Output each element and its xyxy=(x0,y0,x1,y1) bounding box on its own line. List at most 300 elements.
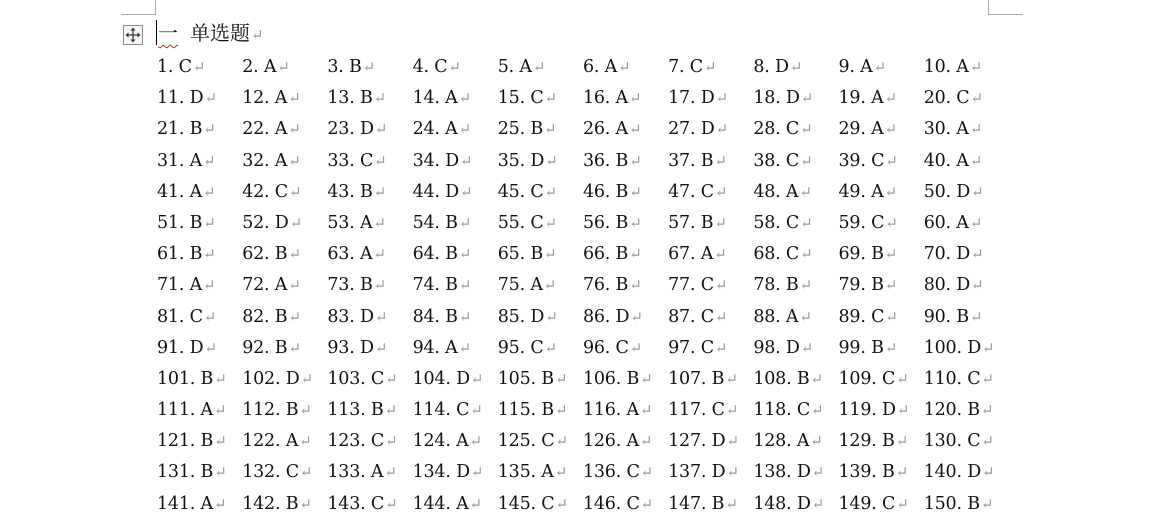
answer-cell[interactable] xyxy=(753,302,838,333)
cell-end-mark-icon: ↵ xyxy=(639,432,653,451)
cell-end-mark-icon: ↵ xyxy=(969,120,983,139)
answer-cell[interactable] xyxy=(413,52,498,83)
answer-text: 130. C xyxy=(923,431,981,452)
cell-end-mark-icon: ↵ xyxy=(811,401,824,420)
answer-cell[interactable] xyxy=(583,177,668,208)
cell-end-mark-icon: ↵ xyxy=(203,120,216,139)
answer-cell[interactable] xyxy=(498,146,583,177)
answer-text: 134. D xyxy=(412,462,470,483)
cell-end-mark-icon: ↵ xyxy=(714,151,727,170)
answer-cell[interactable] xyxy=(498,302,583,333)
cell-end-mark-icon: ↵ xyxy=(214,369,227,388)
answer-text: 40. A xyxy=(923,150,969,171)
answer-cell[interactable] xyxy=(583,302,668,333)
answer-cell[interactable] xyxy=(839,146,924,177)
answer-text: 38. C xyxy=(753,150,800,171)
cell-end-mark-icon: ↵ xyxy=(214,432,227,451)
answer-cell[interactable] xyxy=(327,114,412,145)
answer-cell[interactable] xyxy=(157,489,242,520)
answer-cell[interactable] xyxy=(413,146,498,177)
answer-cell[interactable] xyxy=(157,208,242,239)
cell-end-mark-icon: ↵ xyxy=(469,432,482,451)
answer-cell[interactable] xyxy=(242,146,327,177)
answer-cell[interactable] xyxy=(157,239,242,270)
answer-text: 47. C xyxy=(668,181,714,202)
cell-end-mark-icon: ↵ xyxy=(555,494,568,513)
answer-text: 80. D xyxy=(923,275,971,296)
answer-cell[interactable] xyxy=(583,270,668,301)
answer-text: 105. B xyxy=(497,368,554,389)
answer-cell[interactable] xyxy=(839,208,924,239)
answer-text: 83. D xyxy=(327,306,374,327)
answer-text: 142. B xyxy=(242,493,299,514)
answer-cell[interactable] xyxy=(327,489,412,520)
cell-end-mark-icon: ↵ xyxy=(300,369,313,388)
answer-cell[interactable] xyxy=(413,83,498,114)
answer-cell[interactable] xyxy=(157,83,242,114)
answer-cell[interactable] xyxy=(498,208,583,239)
answer-cell[interactable] xyxy=(924,208,1009,239)
answer-cell[interactable] xyxy=(839,426,924,457)
cell-end-mark-icon: ↵ xyxy=(969,58,983,76)
cell-end-mark-icon: ↵ xyxy=(896,401,910,420)
answer-cell[interactable] xyxy=(242,52,327,83)
cell-end-mark-icon: ↵ xyxy=(981,432,994,451)
answer-cell[interactable] xyxy=(668,457,753,488)
answer-text: 65. B xyxy=(497,244,544,265)
answer-text: 146. C xyxy=(582,493,640,514)
answer-text: 51. B xyxy=(157,212,203,233)
answer-cell[interactable] xyxy=(668,208,753,239)
answer-cell[interactable] xyxy=(157,52,242,83)
cell-end-mark-icon: ↵ xyxy=(458,89,471,108)
answer-cell[interactable] xyxy=(157,426,242,457)
answer-cell[interactable] xyxy=(413,270,498,301)
answer-text: 138. D xyxy=(753,462,811,483)
answer-cell[interactable] xyxy=(583,426,668,457)
answer-cell[interactable] xyxy=(242,177,327,208)
answer-text: 111. A xyxy=(157,400,213,421)
answer-cell[interactable] xyxy=(924,489,1009,520)
cell-end-mark-icon: ↵ xyxy=(630,307,643,326)
answer-cell[interactable] xyxy=(753,395,838,426)
answer-text: 63. A xyxy=(327,244,373,265)
answer-cell[interactable] xyxy=(498,489,583,520)
cell-end-mark-icon: ↵ xyxy=(448,58,461,76)
answer-cell[interactable] xyxy=(498,333,583,364)
answer-text: 87. C xyxy=(668,306,714,327)
cell-end-mark-icon: ↵ xyxy=(969,151,983,170)
answer-cell[interactable] xyxy=(924,177,1009,208)
answer-cell[interactable] xyxy=(413,333,498,364)
answer-cell[interactable] xyxy=(498,457,583,488)
answer-text: 58. C xyxy=(753,212,800,233)
answer-cell[interactable] xyxy=(753,146,838,177)
answer-cell[interactable] xyxy=(327,146,412,177)
answer-cell[interactable] xyxy=(327,52,412,83)
answer-cell[interactable] xyxy=(583,83,668,114)
answer-cell[interactable] xyxy=(668,52,753,83)
answer-cell[interactable] xyxy=(413,302,498,333)
cell-end-mark-icon: ↵ xyxy=(458,276,472,295)
answer-text: 90. B xyxy=(923,306,969,327)
answer-text: 94. A xyxy=(412,337,458,358)
answer-text: 141. A xyxy=(157,493,213,514)
section-heading[interactable] xyxy=(158,20,264,46)
answer-cell[interactable] xyxy=(668,177,753,208)
answer-cell[interactable] xyxy=(327,177,412,208)
answer-cell[interactable] xyxy=(753,83,838,114)
answer-text: 123. C xyxy=(327,431,385,452)
answer-cell[interactable] xyxy=(327,333,412,364)
answer-cell[interactable] xyxy=(242,457,327,488)
answer-cell[interactable] xyxy=(327,239,412,270)
answer-cell[interactable] xyxy=(839,489,924,520)
answer-cell[interactable] xyxy=(753,364,838,395)
answer-cell[interactable] xyxy=(668,364,753,395)
cell-end-mark-icon: ↵ xyxy=(982,338,995,357)
cell-end-mark-icon: ↵ xyxy=(458,338,471,357)
answer-cell[interactable] xyxy=(498,114,583,145)
answer-text: 121. B xyxy=(157,431,214,452)
answer-cell[interactable] xyxy=(583,239,668,270)
answer-cell[interactable] xyxy=(327,302,412,333)
answer-text: 95. C xyxy=(497,337,544,358)
answer-cell[interactable] xyxy=(242,302,327,333)
cell-end-mark-icon: ↵ xyxy=(385,369,398,388)
answer-text: 102. D xyxy=(242,368,300,389)
answer-text: 113. B xyxy=(327,400,384,421)
answer-cell[interactable] xyxy=(668,395,753,426)
cell-end-mark-icon: ↵ xyxy=(885,151,898,170)
answer-text: 126. A xyxy=(582,431,639,452)
answer-cell[interactable] xyxy=(327,270,412,301)
answer-cell[interactable] xyxy=(753,114,838,145)
cell-end-mark-icon: ↵ xyxy=(204,89,217,108)
answer-cell[interactable] xyxy=(413,177,498,208)
cell-end-mark-icon: ↵ xyxy=(629,213,642,232)
answer-cell[interactable] xyxy=(157,177,242,208)
cell-end-mark-icon: ↵ xyxy=(374,151,387,170)
answer-text: 140. D xyxy=(923,462,982,483)
answer-cell[interactable] xyxy=(583,364,668,395)
answer-cell[interactable] xyxy=(242,489,327,520)
answer-cell[interactable] xyxy=(583,114,668,145)
answer-text: 139. B xyxy=(838,462,895,483)
cell-end-mark-icon: ↵ xyxy=(725,369,738,388)
answer-cell[interactable] xyxy=(839,239,924,270)
answer-text: 52. D xyxy=(242,212,289,233)
answer-cell[interactable] xyxy=(583,208,668,239)
cell-end-mark-icon: ↵ xyxy=(714,276,728,295)
cell-end-mark-icon: ↵ xyxy=(971,276,984,295)
cell-end-mark-icon: ↵ xyxy=(544,338,557,357)
cell-end-mark-icon: ↵ xyxy=(982,463,995,482)
cell-end-mark-icon: ↵ xyxy=(545,151,558,170)
answer-cell[interactable] xyxy=(413,426,498,457)
answer-cell[interactable] xyxy=(668,83,753,114)
answer-cell[interactable] xyxy=(498,426,583,457)
cell-end-mark-icon: ↵ xyxy=(458,307,472,326)
answer-cell[interactable] xyxy=(668,333,753,364)
answer-cell[interactable] xyxy=(668,146,753,177)
cell-end-mark-icon: ↵ xyxy=(799,182,812,201)
answer-cell[interactable] xyxy=(839,114,924,145)
answer-cell[interactable] xyxy=(753,457,838,488)
answer-cell[interactable] xyxy=(924,426,1009,457)
answer-cell[interactable] xyxy=(668,239,753,270)
answer-text: 37. B xyxy=(668,150,714,171)
answer-cell[interactable] xyxy=(924,52,1009,83)
cell-end-mark-icon: ↵ xyxy=(884,120,897,139)
answer-text: 31. A xyxy=(157,150,203,171)
cell-end-mark-icon: ↵ xyxy=(714,307,728,326)
answer-text: 149. C xyxy=(838,493,896,514)
cell-end-mark-icon: ↵ xyxy=(204,338,217,357)
cell-end-mark-icon: ↵ xyxy=(895,463,909,482)
answer-text: 106. B xyxy=(582,368,640,389)
answer-cell[interactable] xyxy=(157,114,242,145)
answer-text: 135. A xyxy=(497,462,554,483)
answer-cell[interactable] xyxy=(924,239,1009,270)
answer-cell[interactable] xyxy=(498,395,583,426)
cell-end-mark-icon: ↵ xyxy=(970,89,983,108)
answer-text: 46. B xyxy=(582,181,629,202)
cell-end-mark-icon: ↵ xyxy=(884,89,897,108)
cell-end-mark-icon: ↵ xyxy=(374,338,388,357)
answer-cell[interactable] xyxy=(839,395,924,426)
cell-end-mark-icon: ↵ xyxy=(799,276,812,295)
answer-cell[interactable] xyxy=(242,395,327,426)
cell-end-mark-icon: ↵ xyxy=(554,463,568,482)
answer-cell[interactable] xyxy=(753,177,838,208)
answer-cell[interactable] xyxy=(924,83,1009,114)
answer-text: 23. D xyxy=(327,119,374,140)
cell-end-mark-icon: ↵ xyxy=(469,494,482,513)
answer-cell[interactable] xyxy=(924,457,1009,488)
answer-cell[interactable] xyxy=(753,239,838,270)
answer-cell[interactable] xyxy=(413,239,498,270)
answer-cell[interactable] xyxy=(413,489,498,520)
answer-cell[interactable] xyxy=(242,333,327,364)
answer-text: 98. D xyxy=(753,337,800,358)
cell-end-mark-icon: ↵ xyxy=(640,494,654,513)
answer-text: 28. C xyxy=(753,119,800,140)
answer-cell[interactable] xyxy=(157,364,242,395)
answer-cell[interactable] xyxy=(498,239,583,270)
answer-cell[interactable] xyxy=(583,489,668,520)
answer-text: 42. C xyxy=(242,181,288,202)
answer-text: 18. D xyxy=(753,88,800,109)
answer-text: 71. A xyxy=(157,275,203,296)
answer-cell[interactable] xyxy=(157,333,242,364)
answer-cell[interactable] xyxy=(668,114,753,145)
answer-text: 43. B xyxy=(327,181,373,202)
cell-end-mark-icon: ↵ xyxy=(885,213,898,232)
cell-end-mark-icon: ↵ xyxy=(460,182,473,201)
cell-end-mark-icon: ↵ xyxy=(288,151,301,170)
cell-end-mark-icon: ↵ xyxy=(725,494,738,513)
answer-cell[interactable] xyxy=(327,395,412,426)
cell-end-mark-icon: ↵ xyxy=(289,213,302,232)
cell-end-mark-icon: ↵ xyxy=(470,401,483,420)
answer-cell[interactable] xyxy=(413,114,498,145)
answer-cell[interactable] xyxy=(839,52,924,83)
answer-cell[interactable] xyxy=(242,364,327,395)
answer-text: 22. A xyxy=(242,119,288,140)
answer-text: 64. B xyxy=(412,244,458,265)
answer-text: 143. C xyxy=(327,493,385,514)
answer-cell[interactable] xyxy=(839,457,924,488)
answer-cell[interactable] xyxy=(839,83,924,114)
answer-text: 122. A xyxy=(242,431,299,452)
answer-cell[interactable] xyxy=(242,426,327,457)
cell-end-mark-icon: ↵ xyxy=(299,494,312,513)
cell-end-mark-icon: ↵ xyxy=(800,213,813,232)
cell-end-mark-icon: ↵ xyxy=(629,338,643,357)
cell-end-mark-icon: ↵ xyxy=(628,89,642,108)
answer-text: 3. B xyxy=(327,57,362,77)
answer-cell[interactable] xyxy=(583,457,668,488)
cell-end-mark-icon: ↵ xyxy=(629,182,642,201)
answer-cell[interactable] xyxy=(583,333,668,364)
answer-cell[interactable] xyxy=(753,333,838,364)
cell-end-mark-icon: ↵ xyxy=(373,89,387,108)
answer-cell[interactable] xyxy=(242,208,327,239)
answer-cell[interactable] xyxy=(839,333,924,364)
answer-text: 59. C xyxy=(838,212,885,233)
answer-cell[interactable] xyxy=(583,146,668,177)
answer-cell[interactable] xyxy=(498,364,583,395)
answer-cell[interactable] xyxy=(583,395,668,426)
answer-cell[interactable] xyxy=(157,270,242,301)
answer-cell[interactable] xyxy=(924,146,1009,177)
cell-end-mark-icon: ↵ xyxy=(384,401,397,420)
answer-text: 110. C xyxy=(923,368,981,389)
answer-text: 75. A xyxy=(497,275,543,296)
answer-text: 5. A xyxy=(497,57,532,77)
cell-end-mark-icon: ↵ xyxy=(470,463,484,482)
answer-text: 57. B xyxy=(668,212,714,233)
answer-cell[interactable] xyxy=(583,52,668,83)
answer-cell[interactable] xyxy=(498,52,583,83)
answer-cell[interactable] xyxy=(924,395,1009,426)
cell-end-mark-icon: ↵ xyxy=(299,432,312,451)
cell-end-mark-icon: ↵ xyxy=(213,494,227,513)
answer-cell[interactable] xyxy=(753,270,838,301)
answer-cell[interactable] xyxy=(413,208,498,239)
answer-cell[interactable] xyxy=(839,177,924,208)
answer-cell[interactable] xyxy=(753,52,838,83)
answer-table[interactable] xyxy=(157,52,1017,520)
answer-cell[interactable] xyxy=(413,395,498,426)
answer-cell[interactable] xyxy=(498,270,583,301)
cell-end-mark-icon: ↵ xyxy=(384,463,397,482)
answer-text: 70. D xyxy=(923,244,971,265)
answer-cell[interactable] xyxy=(327,364,412,395)
answer-text: 96. C xyxy=(582,337,629,358)
cell-end-mark-icon: ↵ xyxy=(213,401,227,420)
cell-end-mark-icon: ↵ xyxy=(554,401,568,420)
answer-cell[interactable] xyxy=(157,457,242,488)
answer-cell[interactable] xyxy=(924,302,1009,333)
answer-cell[interactable] xyxy=(242,239,327,270)
answer-cell[interactable] xyxy=(668,302,753,333)
answer-cell[interactable] xyxy=(327,426,412,457)
answer-cell[interactable] xyxy=(924,114,1009,145)
answer-cell[interactable] xyxy=(753,489,838,520)
answer-text: 120. B xyxy=(923,400,980,421)
answer-cell[interactable] xyxy=(327,457,412,488)
answer-text: 128. A xyxy=(753,431,810,452)
cell-end-mark-icon: ↵ xyxy=(884,182,897,201)
cell-end-mark-icon: ↵ xyxy=(895,432,909,451)
answer-text: 150. B xyxy=(923,493,980,514)
answer-cell[interactable] xyxy=(668,270,753,301)
answer-cell[interactable] xyxy=(924,333,1009,364)
answer-cell[interactable] xyxy=(413,364,498,395)
answer-text: 9. A xyxy=(838,57,873,77)
cell-end-mark-icon: ↵ xyxy=(532,58,546,76)
cell-end-mark-icon: ↵ xyxy=(980,401,994,420)
answer-cell[interactable] xyxy=(839,270,924,301)
answer-text: 129. B xyxy=(838,431,895,452)
answer-cell[interactable] xyxy=(157,395,242,426)
answer-cell[interactable] xyxy=(839,364,924,395)
answer-cell[interactable] xyxy=(242,270,327,301)
answer-text: 19. A xyxy=(838,88,884,109)
answer-text: 118. C xyxy=(753,400,811,421)
answer-cell[interactable] xyxy=(327,208,412,239)
answer-text: 137. D xyxy=(668,462,726,483)
answer-text: 2. A xyxy=(242,57,277,77)
cell-end-mark-icon: ↵ xyxy=(288,307,301,326)
answer-cell[interactable] xyxy=(413,457,498,488)
answer-cell[interactable] xyxy=(924,270,1009,301)
answer-cell[interactable] xyxy=(668,426,753,457)
answer-cell[interactable] xyxy=(753,208,838,239)
cell-end-mark-icon: ↵ xyxy=(629,245,642,264)
answer-cell[interactable] xyxy=(839,302,924,333)
cell-end-mark-icon: ↵ xyxy=(544,245,557,264)
answer-text: 24. A xyxy=(412,119,458,140)
answer-cell[interactable] xyxy=(327,83,412,114)
margin-corner-top-left xyxy=(121,0,156,15)
answer-text: 119. D xyxy=(838,400,896,421)
answer-text: 27. D xyxy=(668,119,715,140)
answer-text: 84. B xyxy=(412,306,458,327)
answer-cell[interactable] xyxy=(157,302,242,333)
cell-end-mark-icon: ↵ xyxy=(288,182,302,201)
answer-cell[interactable] xyxy=(924,364,1009,395)
answer-cell[interactable] xyxy=(753,426,838,457)
cell-end-mark-icon: ↵ xyxy=(896,494,909,513)
answer-cell[interactable] xyxy=(157,146,242,177)
answer-cell[interactable] xyxy=(498,83,583,114)
table-move-handle-icon[interactable] xyxy=(123,25,143,45)
answer-cell[interactable] xyxy=(668,489,753,520)
answer-cell[interactable] xyxy=(498,177,583,208)
answer-cell[interactable] xyxy=(242,114,327,145)
answer-text: 104. D xyxy=(412,368,470,389)
cell-end-mark-icon: ↵ xyxy=(969,213,983,232)
cell-end-mark-icon: ↵ xyxy=(288,120,301,139)
answer-text: 127. D xyxy=(668,431,726,452)
cell-end-mark-icon: ↵ xyxy=(373,182,387,201)
answer-cell[interactable] xyxy=(242,83,327,114)
cell-end-mark-icon: ↵ xyxy=(362,58,376,76)
answer-text: 100. D xyxy=(923,337,982,358)
